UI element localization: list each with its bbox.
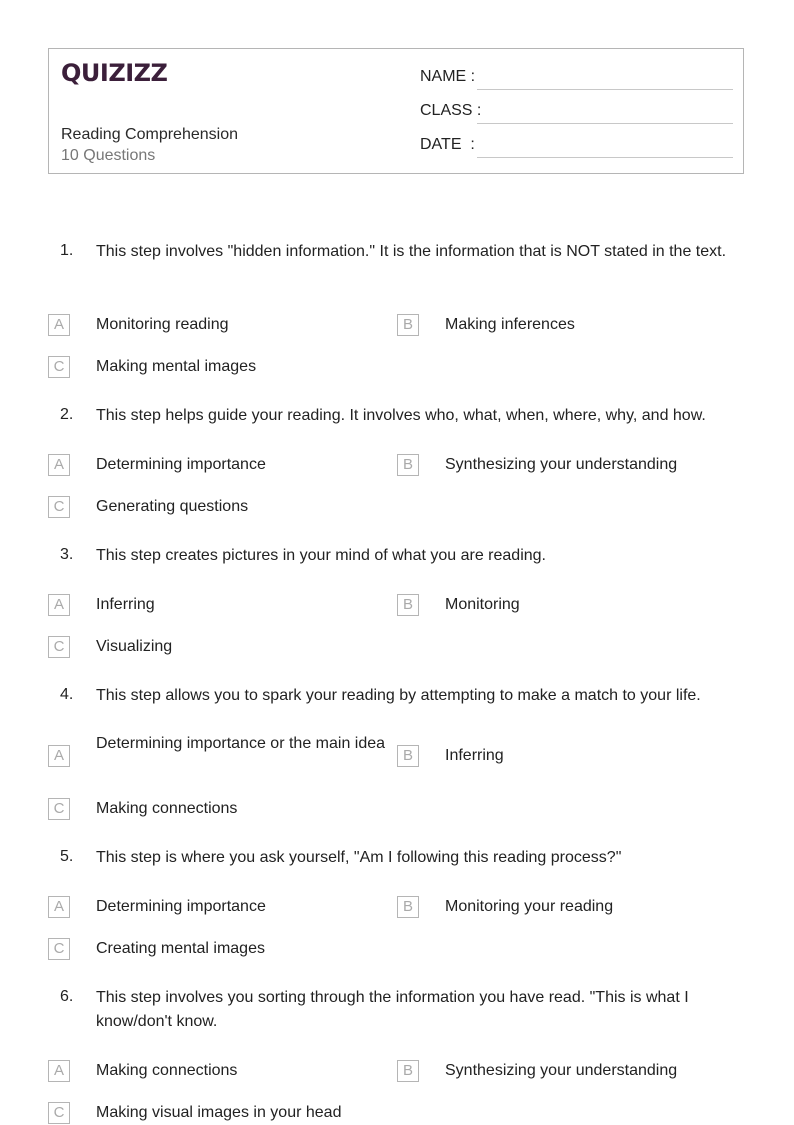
option-b-text: Inferring (445, 747, 504, 764)
question-number: 2. (60, 406, 74, 423)
option-c-text: Visualizing (96, 638, 173, 655)
option-b-box[interactable]: B (397, 896, 419, 918)
option-a-box[interactable]: A (48, 454, 70, 476)
option-a-text: Determining importance or the main idea (96, 735, 386, 752)
question-number: 5. (60, 848, 74, 865)
question-number: 6. (60, 988, 74, 1005)
class-field[interactable] (477, 123, 733, 124)
option-b-box[interactable]: B (397, 314, 419, 336)
date-label: DATE : (420, 136, 475, 153)
option-a-box[interactable]: A (48, 896, 70, 918)
option-a-box[interactable]: A (48, 594, 70, 616)
question-count: 10 Questions (61, 147, 156, 164)
option-b-box[interactable]: B (397, 454, 419, 476)
question-text: This step is where you ask yourself, "Am I following this reading process?" (96, 849, 622, 866)
question-number: 1. (60, 242, 74, 259)
question-text: This step creates pictures in your mind of what you are reading. (96, 547, 546, 564)
option-b-text: Monitoring your reading (445, 898, 614, 915)
option-a-box[interactable]: A (48, 1060, 70, 1082)
option-c-box[interactable]: C (48, 496, 70, 518)
option-c-box[interactable]: C (48, 938, 70, 960)
option-c-text: Making connections (96, 800, 238, 817)
question-text: This step helps guide your reading. It involves who, what, when, where, why, and how. (96, 407, 706, 424)
option-c-box[interactable]: C (48, 1102, 70, 1124)
option-c-text: Generating questions (96, 498, 249, 515)
worksheet-title: Reading Comprehension (61, 126, 238, 143)
option-a-text: Making connections (96, 1062, 238, 1079)
option-a-text: Determining importance (96, 456, 266, 473)
option-b-text: Making inferences (445, 316, 575, 333)
worksheet-header (48, 48, 744, 174)
option-c-box[interactable]: C (48, 636, 70, 658)
option-b-text: Synthesizing your understanding (445, 1062, 678, 1079)
name-field[interactable] (477, 89, 733, 90)
option-a-text: Inferring (96, 596, 155, 613)
option-b-box[interactable]: B (397, 745, 419, 767)
date-field[interactable] (477, 157, 733, 158)
question-text: This step involves you sorting through the information you have read. "This is what I know/don't know. (96, 989, 689, 1030)
option-c-text: Creating mental images (96, 940, 265, 957)
option-b-text: Synthesizing your understanding (445, 456, 678, 473)
option-b-box[interactable]: B (397, 1060, 419, 1082)
option-a-box[interactable]: A (48, 745, 70, 767)
option-a-box[interactable]: A (48, 314, 70, 336)
option-b-text: Monitoring (445, 596, 520, 613)
option-c-box[interactable]: C (48, 798, 70, 820)
question-number: 4. (60, 686, 74, 703)
question-text: This step involves "hidden information." It is the information that is NOT stated in the text. (96, 243, 727, 260)
option-b-box[interactable]: B (397, 594, 419, 616)
name-label: NAME : (420, 68, 476, 85)
option-c-text: Making mental images (96, 358, 257, 375)
class-label: CLASS : (420, 102, 482, 119)
question-number: 3. (60, 546, 74, 563)
option-c-box[interactable]: C (48, 356, 70, 378)
option-a-text: Monitoring reading (96, 316, 229, 333)
question-text: This step allows you to spark your reading by attempting to make a match to your life. (96, 687, 701, 704)
option-c-text: Making visual images in your head (96, 1104, 342, 1121)
quizizz-logo: QUIZIZZ (61, 59, 168, 87)
option-a-text: Determining importance (96, 898, 266, 915)
